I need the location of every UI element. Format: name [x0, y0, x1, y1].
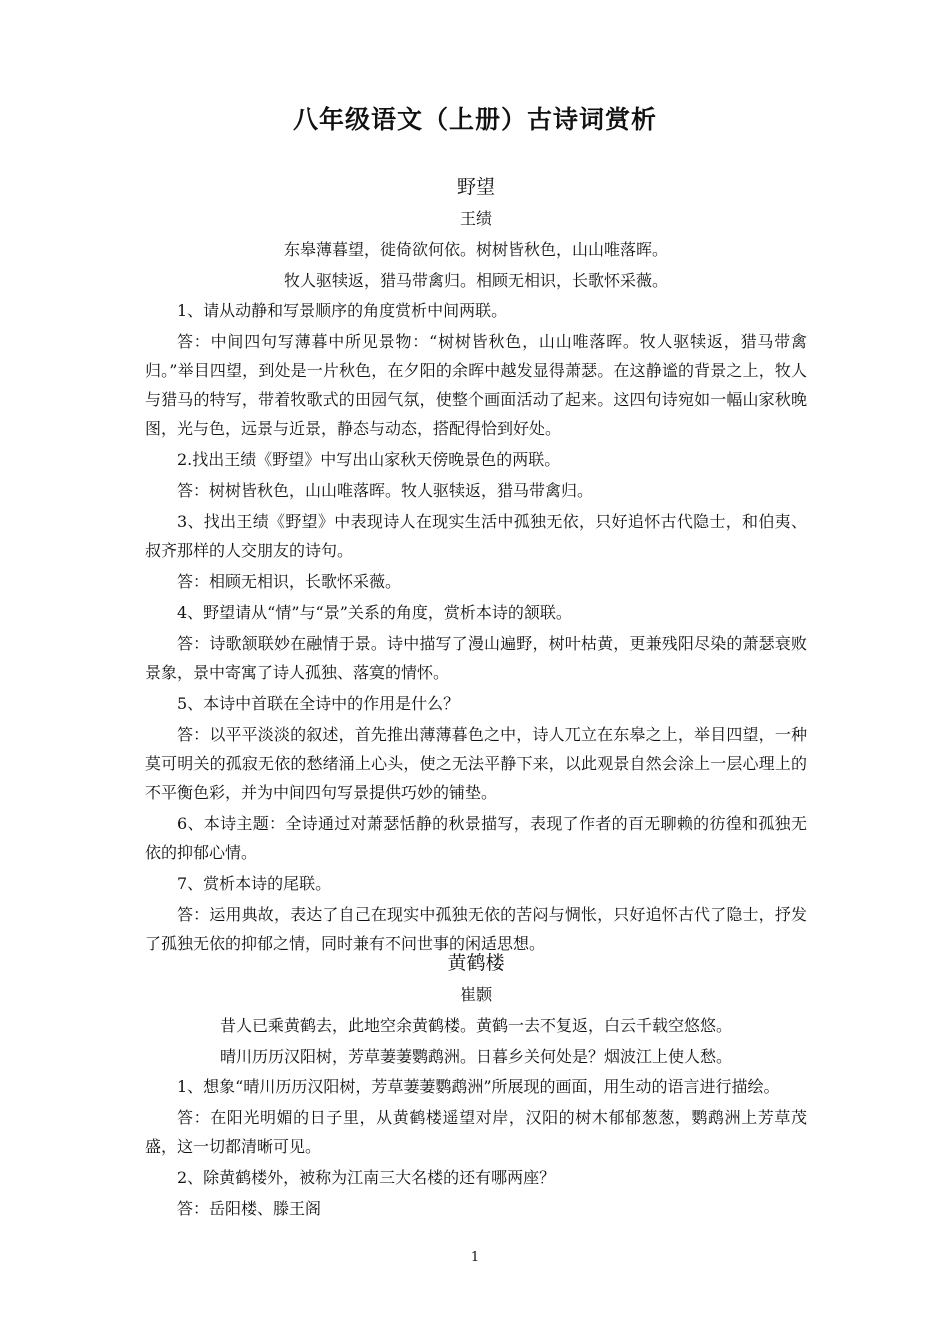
question-paragraph: 1、想象“晴川历历汉阳树，芳草萋萋鹦鹉洲”所展现的画面，用生动的语言进行描绘。: [177, 1077, 780, 1096]
question-paragraph: 3、找出王绩《野望》中表现诗人在现实生活中孤独无依，只好追怀古代隐士，和伯夷、叔齐那样的人交朋友的诗句。: [145, 512, 807, 560]
poem-line: 昔人已乘黄鹤去，此地空余黄鹤楼。黄鹤一去不复返，白云千载空悠悠。: [219, 1016, 732, 1035]
poem-section-yewang: [145, 170, 807, 960]
question-paragraph: 2.找出王绩《野望》中写出山家秋天傍晚景色的两联。: [177, 450, 561, 469]
poem-line: 东皋薄暮望，徙倚欲何依。树树皆秋色，山山唯落晖。: [283, 240, 668, 259]
answer-paragraph: 答：中间四句写薄暮中所见景物：“树树皆秋色，山山唯落晖。牧人驱犊返，猎马带禽归。”举目四望，到处是一片秋色，在夕阳的余晖中越发显得萧瑟。在这静谧的背景之上，牧人与猎马的特写，带着牧歌式的田园气氛，使整个画面活动了起来。这四句诗宛如一幅山家秋晚图，光与色，远景与近景，静态与动态，搭配得恰到好处。: [145, 332, 807, 438]
question-paragraph: 4、野望请从“情”与“景”关系的角度，赏析本诗的颔联。: [177, 603, 572, 622]
answer-paragraph: 答：相顾无相识，长歌怀采薇。: [177, 572, 402, 591]
poem-author: 王绩: [459, 209, 492, 228]
answer-paragraph: 答：诗歌颔联妙在融情于景。诗中描写了漫山遍野，树叶枯黄，更兼残阳尽染的萧瑟衰败景象，景中寄寓了诗人孤独、落寞的情怀。: [145, 634, 807, 682]
document-title: 八年级语文（上册）古诗词赏析: [292, 105, 657, 134]
page-number: 1: [470, 1250, 480, 1265]
theme-paragraph: 6、本诗主题：全诗通过对萧瑟恬静的秋景描写，表现了作者的百无聊赖的彷徨和孤独无依的抑郁心情。: [145, 814, 807, 862]
poem-title: 野望: [456, 176, 495, 198]
poem-title: 黄鹤楼: [447, 952, 505, 974]
question-paragraph: 2、除黄鹤楼外，被称为江南三大名楼的还有哪两座？: [177, 1168, 556, 1187]
answer-paragraph: 答：运用典故，表达了自己在现实中孤独无依的苦闷与惆怅，只好追怀古代了隐士，抒发了孤独无依的抑郁之情，同时兼有不问世事的闲适思想。: [145, 905, 807, 953]
answer-paragraph: 答：在阳光明媚的日子里，从黄鹤楼遥望对岸，汉阳的树木郁郁葱葱，鹦鹉洲上芳草茂盛，这一切都清晰可见。: [145, 1108, 807, 1156]
question-paragraph: 7、赏析本诗的尾联。: [177, 874, 332, 893]
poem-author: 崔颢: [459, 985, 492, 1004]
answer-paragraph: 答：树树皆秋色，山山唯落晖。牧人驱犊返，猎马带禽归。: [177, 481, 594, 500]
poem-line: 晴川历历汉阳树，芳草萋萋鹦鹉洲。日暮乡关何处是？烟波江上使人愁。: [219, 1047, 732, 1066]
question-paragraph: 1、请从动静和写景顺序的角度赏析中间两联。: [177, 301, 508, 320]
answer-paragraph: 答：以平平淡淡的叙述，首先推出薄薄暮色之中，诗人兀立在东皋之上，举目四望，一种莫可明关的孤寂无依的愁绪涌上心头，使之无法平静下来，以此观景自然会涂上一层心理上的不平衡色彩，并为中间四句写景提供巧妙的铺垫。: [145, 725, 807, 802]
answer-paragraph: 答：岳阳楼、滕王阁: [177, 1199, 322, 1218]
poem-line: 牧人驱犊返，猎马带禽归。相顾无相识，长歌怀采薇。: [283, 271, 668, 290]
question-paragraph: 5、本诗中首联在全诗中的作用是什么？: [177, 694, 460, 713]
poem-section-huanghelou: [145, 946, 807, 1225]
